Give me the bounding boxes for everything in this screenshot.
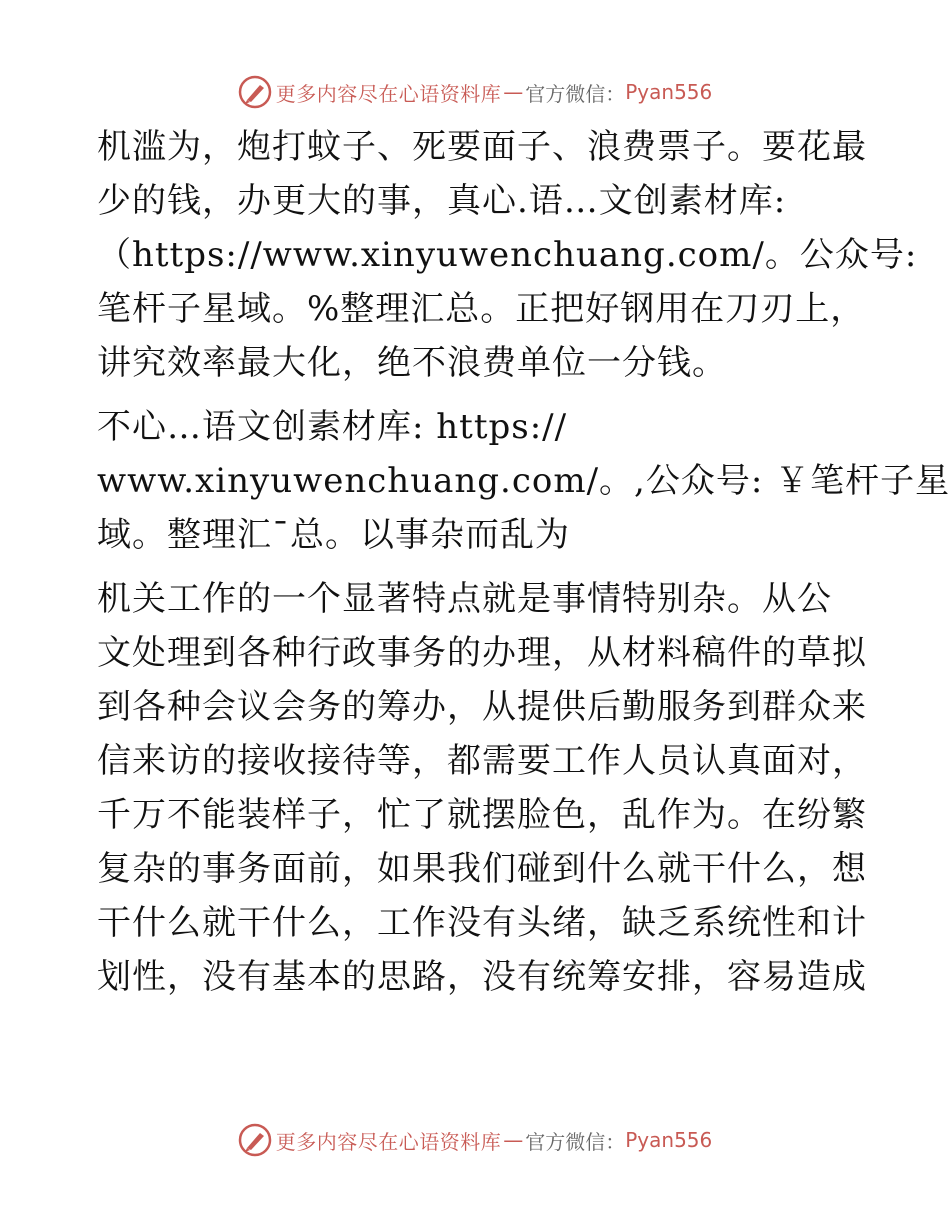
text-line: 信来访的接收接待等，都需要工作人员认真面对， xyxy=(97,741,867,781)
text-line: 复杂的事务面前，如果我们碰到什么就干什么，想 xyxy=(97,849,867,889)
text-line: 机关工作的一个显著特点就是事情特别杂。从公 xyxy=(97,579,832,619)
header-banner xyxy=(0,72,950,112)
text-line: 千万不能装样子，忙了就摆脸色，乱作为。在纷繁 xyxy=(97,795,867,835)
text-line: 讲究效率最大化，绝不浪费单位一分钱。 xyxy=(97,343,727,383)
text-line: 机滥为，炮打蚊子、死要面子、浪费票子。要花最 xyxy=(97,127,867,167)
header-banner-wechat: Pyan556 xyxy=(625,80,713,104)
text-line: 到各种会议会务的筹办，从提供后勤服务到群众来 xyxy=(97,687,867,727)
text-line: 笔杆子星域。%整理汇总。正把好钢用在刀刃上， xyxy=(97,289,866,329)
header-banner-official: 官方微信： xyxy=(525,81,626,106)
document-body xyxy=(97,120,950,1004)
pen-logo-icon xyxy=(238,1123,272,1157)
text-line: 文处理到各种行政事务的办理，从材料稿件的草拟 xyxy=(97,633,867,673)
header-banner-dash: — xyxy=(503,80,524,104)
header-banner-main: 更多内容尽在心语资料库 xyxy=(275,81,502,106)
text-line: www.xinyuwenchuang.com/。,公众号: ￥笔杆子星 xyxy=(97,461,950,501)
text-line: 域。整理汇¯总。以事杂而乱为 xyxy=(97,515,570,555)
footer-banner-dash: — xyxy=(503,1128,524,1152)
footer-banner xyxy=(0,1120,950,1160)
text-line: 干什么就干什么，工作没有头绪，缺乏系统性和计 xyxy=(97,903,867,943)
paragraph-3 xyxy=(97,572,867,1004)
text-line: （https://www.xinyuwenchuang.com/。公众号: xyxy=(97,235,918,275)
paragraph-1 xyxy=(97,120,918,390)
pen-logo-icon xyxy=(238,75,272,109)
text-line: 少的钱，办更大的事，真心.语…文创素材库: xyxy=(97,181,787,221)
footer-banner-wechat: Pyan556 xyxy=(625,1128,713,1152)
footer-banner-official: 官方微信： xyxy=(525,1129,626,1154)
paragraph-2 xyxy=(97,400,950,562)
text-line: 不心…语文创素材库: https:// xyxy=(97,407,568,447)
text-line: 划性，没有基本的思路，没有统筹安排，容易造成 xyxy=(97,957,867,997)
footer-banner-main: 更多内容尽在心语资料库 xyxy=(275,1129,502,1154)
